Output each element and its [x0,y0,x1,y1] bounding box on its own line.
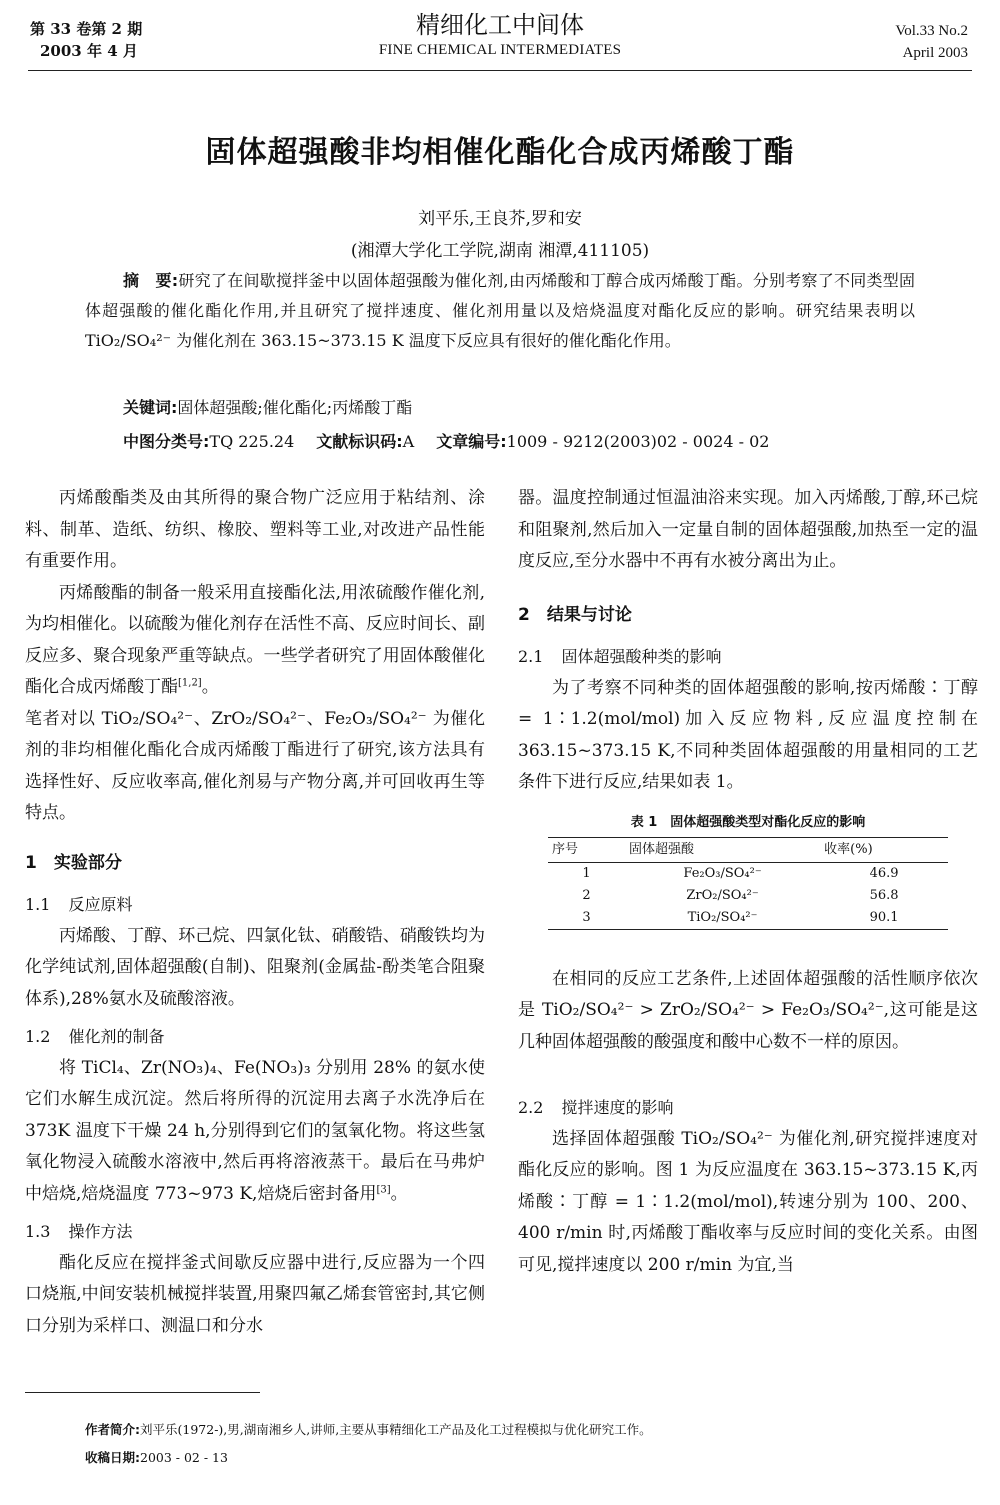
clc-label: 中图分类号: [123,432,210,451]
affiliation: (湘潭大学化工学院,湖南 湘潭,411105) [350,241,650,261]
table-header-row [548,837,948,862]
footnote-rule [25,1392,260,1393]
section-heading: 1 实验部分 [25,852,122,873]
subsection-heading: 2.1 固体超强酸种类的影响 [518,647,722,666]
table-caption: 表 1 固体超强酸类型对酯化反应的影响 [630,814,866,830]
subsection-heading: 2.2 搅拌速度的影响 [518,1098,674,1117]
subsection-heading: 1.3 操作方法 [25,1222,133,1241]
citation: [3] [376,1183,391,1195]
header-rule [28,70,972,71]
received-date [85,1448,965,1468]
table-header: 固体超强酸 [625,837,820,862]
author-bio-label: 作者简介: [85,1422,140,1437]
clc-value: TQ 225.24 [209,432,295,451]
issue-date-en: April 2003 [902,45,968,61]
table-cell: 90.1 [820,907,948,930]
paragraph: 选择固体超强酸 TiO₂/SO₄²⁻ 为催化剂,研究搅拌速度对酯化反应的影响。图 1 为反应温度在 363.15~373.15 K,丙烯酸∶丁醇 = 1∶1.2(mol/mol),转速分别为 100、200、400 r/min 时,丙烯酸丁酯收率与反应时间的变化关系。由图可见,搅拌速度以 200 r/min 为宜,当 [518,1128,978,1275]
issue-info-en [895,20,968,64]
table-cell: TiO₂/SO₄²⁻ [625,907,820,930]
table-cell: Fe₂O₃/SO₄²⁻ [683,865,762,881]
paper-title: 固体超强酸非均相催化酯化合成丙烯酸丁酯 [205,135,795,170]
table-cell: 3 [548,907,625,930]
author-bio [85,1420,965,1440]
table-cell: 1 [582,865,591,881]
received-date-label: 收稿日期: [85,1450,140,1465]
paragraph: 器。温度控制通过恒温油浴来实现。加入丙烯酸,丁醇,环己烷和阻聚剂,然后加入一定量自制的固体超强酸,加热至一定的温度反应,至分水器中不再有水被分离出为止。 [518,488,978,571]
section-heading: 2 结果与讨论 [518,604,632,625]
keywords-label: 关键词: [123,398,178,417]
paragraph: 笔者对以 TiO₂/SO₄²⁻、ZrO₂/SO₄²⁻、Fe₂O₃/SO₄²⁻ 为催化剂的非均相催化酯化合成丙烯酸丁酯进行了研究,该方法具有选择性好、反应收率高,催化剂易与产物分离,并可回收再生等特点。 [25,708,485,823]
abstract [85,266,915,356]
table-header: 收率(%) [820,837,948,862]
doc-code-value: A [402,432,415,451]
journal-name [300,10,700,60]
issue-info [30,18,142,62]
classification [123,428,769,456]
volume-issue: 第 33 卷第 2 期 [30,20,143,38]
citation: [1,2] [178,677,202,689]
author-bio-text: 刘平乐(1972-),男,湖南湘乡人,讲师,主要从事精细化工产品及化工过程模拟与优化研究工作。 [140,1422,652,1437]
abstract-text: 研究了在间歇搅拌釜中以固体超强酸为催化剂,由丙烯酸和丁醇合成丙烯酸丁酯。分别考察了不同类型固体超强酸的催化酯化作用,并且研究了搅拌速度、催化剂用量以及焙烧温度对酯化反应的影响。研究结果表明以 TiO₂/SO₄²⁻ 为催化剂在 363.15~373.15 K 温度下反应具有很好的催化酯化作用。 [85,271,915,350]
subsection-heading: 1.1 反应原料 [25,895,133,914]
subsection-heading: 1.2 催化剂的制备 [25,1027,165,1046]
table-header: 序号 [548,837,625,862]
paragraph: 为了考察不同种类的固体超强酸的影响,按丙烯酸∶丁醇 = 1∶1.2(mol/mol)加入反应物料,反应温度控制在 363.15~373.15 K,不同种类固体超强酸的用量相同的工艺条件下进行反应,结果如表 1。 [518,677,978,792]
paragraph: 酯化反应在搅拌釜式间歇反应器中进行,反应器为一个四口烧瓶,中间安装机械搅拌装置,用聚四氟乙烯套管密封,其它侧口分别为采样口、测温口和分水 [25,1252,485,1336]
table-cell: 56.8 [869,887,899,903]
right-column [518,483,978,1281]
doc-code-label: 文献标识码: [316,432,403,451]
article-number-value: 1009 - 9212(2003)02 - 0024 - 02 [506,432,770,451]
paragraph: 丙烯酸酯类及由其所得的聚合物广泛应用于粘结剂、涂料、制革、造纸、纺织、橡胶、塑料等工业,对改进产品性能有重要作用。 [25,488,485,571]
left-column [25,483,485,1342]
table-1 [518,813,978,930]
authors: 刘平乐,王良芥,罗和安 [418,209,582,229]
paragraph: 丙烯酸酯的制备一般采用直接酯化法,用浓硫酸作催化剂,为均相催化。以硫酸为催化剂存在活性不高、反应时间长、副反应多、聚合现象严重等缺点。一些学者研究了用固体酸催化酯化合成丙烯酸丁酯[1,2]。 [25,582,485,697]
data-table [548,837,948,930]
volume-issue-en: Vol.33 No.2 [895,23,968,39]
table-cell: 2 [582,887,591,903]
journal-name-cn: 精细化工中间体 [416,11,584,39]
article-number-label: 文章编号: [436,432,507,451]
table-cell: 46.9 [869,865,899,881]
journal-name-en: FINE CHEMICAL INTERMEDIATES [378,42,622,58]
table-row [548,907,948,930]
issue-date: 2003 年 4 月 [40,42,138,60]
keywords [123,394,412,422]
paragraph: 将 TiCl₄、Zr(NO₃)₄、Fe(NO₃)₃ 分别用 28% 的氨水使它们水解生成沉淀。然后将所得的沉淀用去离子水洗净后在 373K 温度下干燥 24 h,分别得到它们的氢氧化物。将这些氢氧化物浸入硫酸水溶液中,然后再将溶液蒸干。最后在马弗炉中焙烧,焙烧温度 773~973 K,焙烧后密封备用[3]。 [25,1057,485,1204]
table-row [548,885,948,907]
abstract-label: 摘 要: [123,271,179,290]
received-date-text: 2003 - 02 - 13 [140,1450,228,1465]
paragraph: 丙烯酸、丁醇、环己烷、四氯化钛、硝酸锆、硝酸铁均为化学纯试剂,固体超强酸(自制)、阻聚剂(金属盐-酚类笔合阻聚体系),28%氨水及硫酸溶液。 [25,925,485,1009]
keywords-text: 固体超强酸;催化酯化;丙烯酸丁酯 [177,398,413,417]
paragraph: 在相同的反应工艺条件,上述固体超强酸的活性顺序依次是 TiO₂/SO₄²⁻ > ZrO₂/SO₄²⁻ > Fe₂O₃/SO₄²⁻,这可能是这几种固体超强酸的酸强度和酸中心数不一样的原因。 [518,968,978,1052]
table-row [548,862,948,885]
table-cell: ZrO₂/SO₄²⁻ [686,887,759,903]
